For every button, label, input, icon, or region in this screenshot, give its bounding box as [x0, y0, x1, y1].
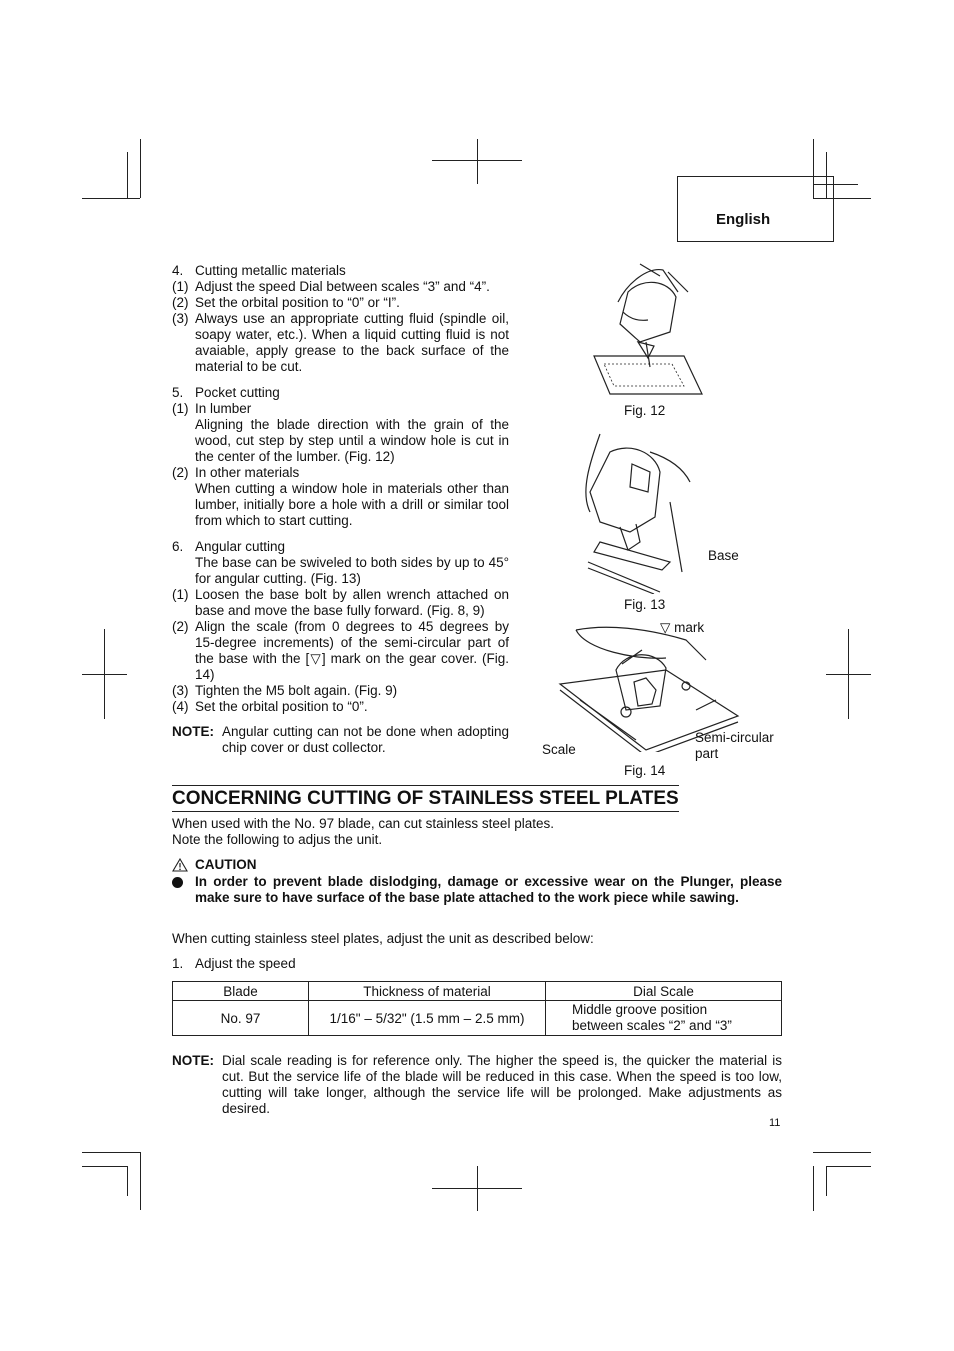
- crop-mark: [813, 1166, 814, 1211]
- table-header-row: [173, 982, 782, 1001]
- language-label: English: [716, 211, 771, 228]
- crop-mark: [127, 1166, 128, 1196]
- fig-13-base-label: Base: [708, 548, 739, 563]
- table-cell: 1/16" – 5/32" (1.5 mm – 2.5 mm): [309, 1001, 546, 1036]
- list-item: (1) Adjust the speed Dial between scales “3” and “4”.: [172, 279, 490, 294]
- angular-note: NOTE: Angular cutting can not be done when adopting chip cover or dust collector.: [172, 724, 509, 755]
- crop-mark: [826, 1166, 827, 1196]
- fig-12-caption: Fig. 12: [624, 403, 666, 418]
- caution-text: In order to prevent blade dislodging, damage or excessive wear on the Plunger, please make sure to have surface of the base plate attached to the work piece while sawing.: [195, 873, 782, 905]
- fig-13-caption: Fig. 13: [624, 597, 666, 612]
- table-header: Blade: [173, 982, 309, 1001]
- stainless-intro-1: When used with the No. 97 blade, can cut stainless steel plates.: [172, 816, 554, 831]
- crop-mark: [477, 1166, 478, 1211]
- table-cell: No. 97: [173, 1001, 309, 1036]
- fig-13-illustration: [570, 432, 710, 594]
- left-column: [172, 263, 509, 756]
- page-number: 11: [769, 1117, 781, 1129]
- crop-mark: [82, 1166, 127, 1167]
- fig-14-semicircular-label: Semi-circular: [695, 730, 774, 745]
- list-detail: When cutting a window hole in materials other than lumber, initially bore a hole with a drill or similar tool from which to start cutting.: [195, 481, 509, 528]
- crop-mark: [848, 629, 849, 719]
- section-6-intro: The base can be swiveled to both sides by up to 45° for angular cutting. (Fig. 13): [195, 555, 509, 586]
- table-cell: Middle groove position between scales “2” and “3”: [546, 1001, 782, 1036]
- step-1: 1. Adjust the speed: [172, 956, 296, 971]
- section-5: 5. Pocket cutting: [172, 385, 280, 400]
- section-6: 6. Angular cutting: [172, 539, 286, 554]
- table-header: Thickness of material: [309, 982, 546, 1001]
- crop-mark: [813, 1152, 871, 1153]
- list-item: (3) Always use an appropriate cutting fluid (spindle oil, soapy water, etc.). When a liquid cutting fluid is not avaiable, apply grease to the back surface of the material to be cut.: [172, 311, 509, 374]
- list-item: (1) Loosen the base bolt by allen wrench attached on base and move the base fully forward. (Fig. 8, 9): [172, 587, 509, 618]
- table-header: Dial Scale: [546, 982, 782, 1001]
- crop-mark: [477, 139, 478, 184]
- list-detail: Aligning the blade direction with the grain of the wood, cut step by step until a window hole is cut in the center of the lumber. (Fig. 12): [195, 417, 509, 464]
- fig-14-scale-label: Scale: [542, 742, 576, 757]
- crop-mark: [140, 1152, 141, 1210]
- crop-mark: [127, 152, 128, 198]
- caution-block: [172, 857, 782, 907]
- list-item: (1) In lumber: [172, 401, 252, 416]
- crop-mark: [104, 629, 105, 719]
- fig-14-part-label: part: [695, 746, 719, 761]
- warning-icon: [172, 858, 188, 872]
- bullet-icon: [172, 877, 183, 888]
- crop-mark: [82, 198, 140, 199]
- stainless-note: NOTE: Dial scale reading is for reference only. The higher the speed is, the quicker the material is cut. But the service life of the blade will be reduced in this case. When the speed is too low, cutting will take longer, although the service life will be prolonged. Make adjustments as desired.: [172, 1053, 782, 1116]
- fig-14-mark-label: ▽ mark: [660, 620, 705, 635]
- adjust-intro: When cutting stainless steel plates, adjust the unit as described below:: [172, 931, 594, 946]
- speed-table: [172, 981, 782, 1036]
- list-item: (2) Align the scale (from 0 degrees to 45 degrees by 15-degree increments) of the semi-circular part of the base with the [▽] mark on the gear cover. (Fig. 14): [172, 619, 509, 682]
- table-row: [173, 1001, 782, 1036]
- list-item: (3) Tighten the M5 bolt again. (Fig. 9): [172, 683, 398, 698]
- fig-12-illustration: [588, 262, 708, 400]
- crop-mark: [140, 139, 141, 198]
- section-4: 4. Cutting metallic materials: [172, 263, 346, 278]
- list-item: (2) Set the orbital position to “0” or “I”.: [172, 295, 400, 310]
- language-tab: [677, 176, 834, 242]
- stainless-intro-2: Note the following to adjus the unit.: [172, 832, 383, 847]
- stainless-heading: CONCERNING CUTTING OF STAINLESS STEEL PLATES: [172, 785, 679, 812]
- crop-mark: [826, 1166, 871, 1167]
- caution-label: CAUTION: [195, 857, 257, 872]
- list-item: (2) In other materials: [172, 465, 300, 480]
- fig-14-caption: Fig. 14: [624, 763, 666, 778]
- crop-mark: [82, 1152, 140, 1153]
- list-item: (4) Set the orbital position to “0”.: [172, 699, 368, 714]
